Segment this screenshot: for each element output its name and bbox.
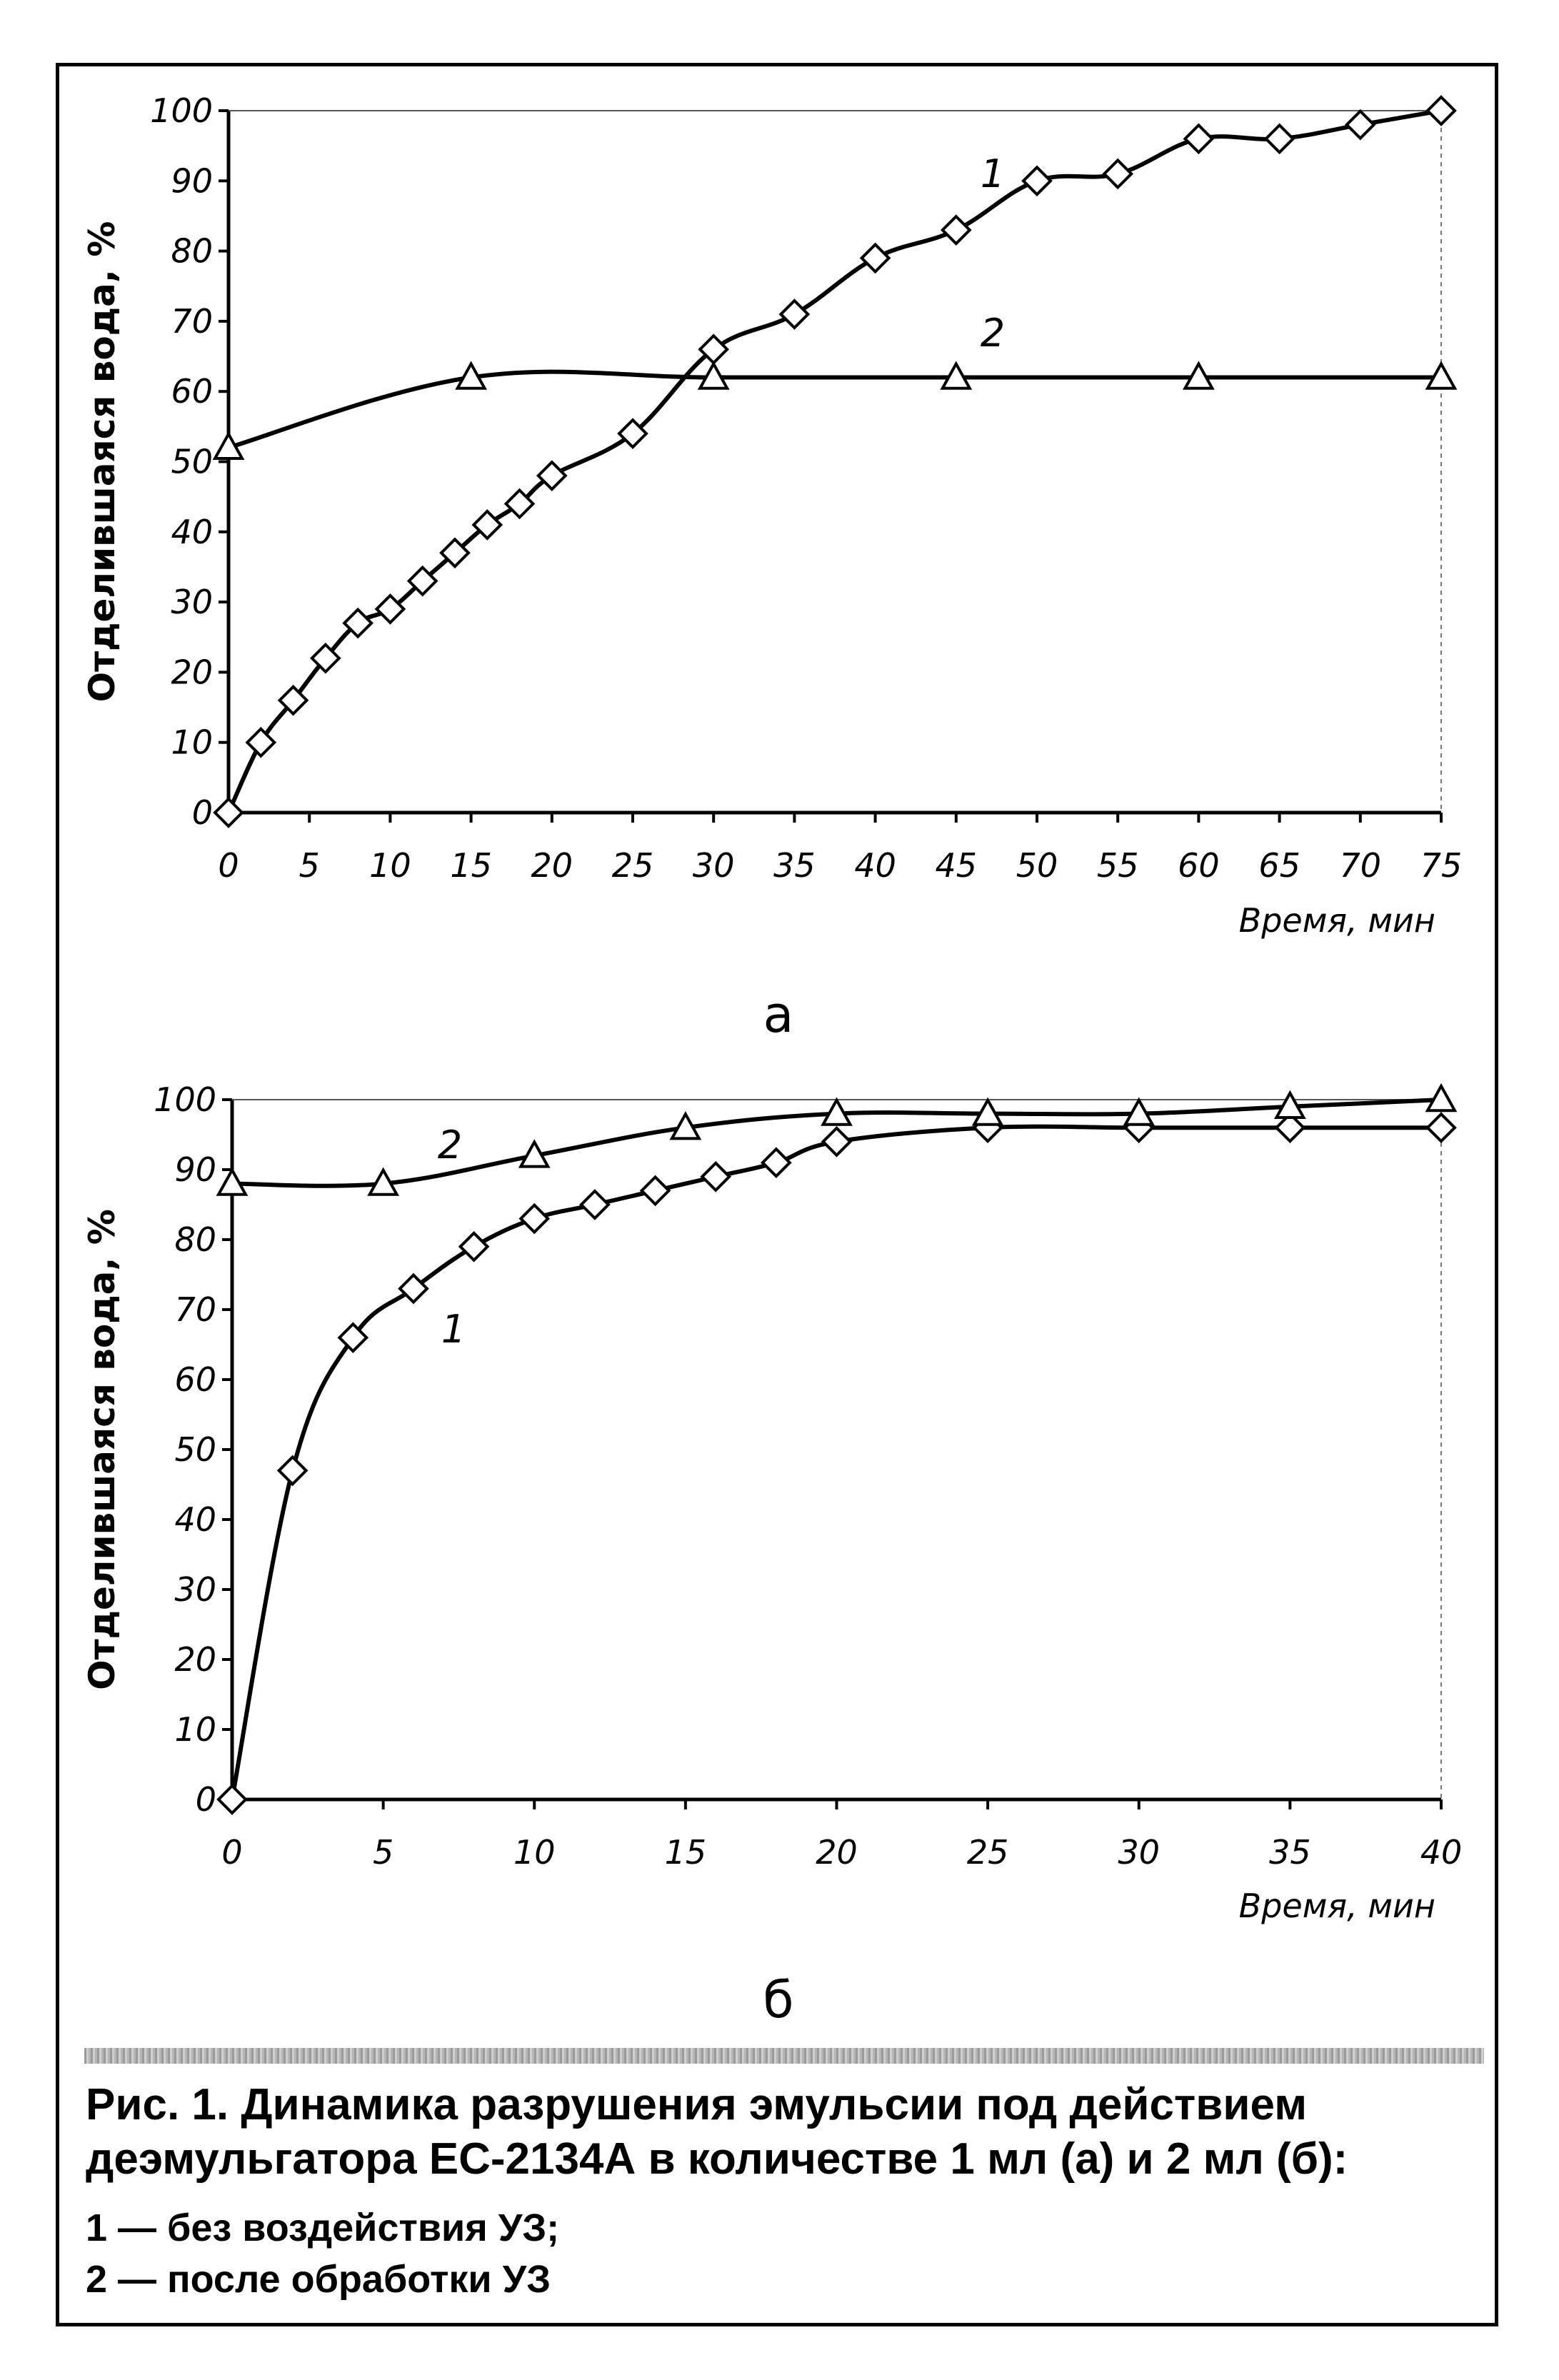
figure-caption <box>86 2078 1485 2305</box>
chart-1-y-tick-label: 20 <box>171 653 213 692</box>
chart-1-x-tick-label: 70 <box>1339 846 1382 885</box>
chart-2-x-tick-label: 30 <box>1118 1833 1161 1872</box>
chart-2-x-tick-label: 5 <box>372 1833 394 1872</box>
chart-2-series-1-point <box>763 1149 790 1176</box>
chart-1-x-tick-label: 35 <box>773 846 816 885</box>
chart-1-y-axis-label: Отделившаяся вода, % <box>81 221 123 703</box>
chart-1-y-tick-label: 100 <box>150 91 213 130</box>
chart-2-x-axis-label: Время, мин <box>1238 1887 1435 1925</box>
chart-2-y-tick-label: 50 <box>174 1430 216 1469</box>
chart-1-series-1-point <box>862 244 889 271</box>
chart-2-y-axis-label: Отделившаяся вода, % <box>81 1209 123 1690</box>
chart-2-series-1-label: 1 <box>441 1307 466 1352</box>
caption-title-line-2: деэмульгатора ЕС-2134А в количестве 1 мл (а) и 2 мл (б): <box>86 2134 1348 2184</box>
chart-1-series-1-point <box>781 301 808 328</box>
chart-1-x-tick-label: 30 <box>692 846 735 885</box>
chart-2-series-1-point <box>581 1191 608 1218</box>
chart-1-y-tick-label: 10 <box>171 723 213 762</box>
chart-1-x-tick-label: 0 <box>218 846 239 885</box>
chart-2-series-2-label: 2 <box>437 1123 463 1168</box>
chart-2-panel-label: б <box>763 1971 794 2029</box>
chart-1-series-2-line <box>229 372 1441 448</box>
chart-2-x-tick-label: 20 <box>816 1833 858 1872</box>
chart-2-y-tick-label: 60 <box>174 1360 216 1399</box>
chart-1-x-tick-label: 20 <box>531 846 573 885</box>
chart-1-x-tick-label: 60 <box>1178 846 1220 885</box>
chart-1-y-tick-label: 30 <box>171 583 213 622</box>
chart-2-y-tick-label: 20 <box>174 1640 216 1679</box>
chart-1-y-tick-label: 0 <box>191 793 213 832</box>
chart-1-series-1-point <box>1347 111 1374 139</box>
chart-2-x-tick-label: 40 <box>1420 1833 1463 1872</box>
chart-1-x-tick-label: 50 <box>1016 846 1058 885</box>
chart-1-x-tick-label: 65 <box>1258 846 1300 885</box>
chart-1-series-1-point <box>1428 97 1455 124</box>
chart-2-y-tick-label: 100 <box>154 1080 216 1119</box>
chart-2-series-1-point <box>461 1233 488 1260</box>
chart-1-series-2-label: 2 <box>980 311 1006 356</box>
chart-2-x-tick-label: 10 <box>513 1833 556 1872</box>
chart-1-y-tick-label: 50 <box>171 442 213 481</box>
chart-2-y-tick-label: 70 <box>174 1290 216 1329</box>
chart-1-x-tick-label: 55 <box>1096 846 1139 885</box>
chart-2-x-tick-label: 0 <box>221 1833 243 1872</box>
chart-1-y-tick-label: 80 <box>171 231 213 271</box>
chart-2-series-1-point <box>702 1163 729 1190</box>
caption-legend-item-1: 1 — без воздействия УЗ; <box>86 2206 560 2249</box>
chart-2-series-1-line <box>232 1127 1441 1799</box>
chart-1-panel-label: a <box>763 985 794 1044</box>
caption-separator <box>84 2048 1484 2064</box>
chart-2-series-1-point <box>521 1205 548 1232</box>
chart-1-y-tick-label: 60 <box>171 372 213 411</box>
chart-1-series-1-point <box>538 462 566 489</box>
chart-1-series-1-point <box>215 799 242 826</box>
chart-1-x-tick-label: 40 <box>854 846 896 885</box>
chart-1-x-tick-label: 10 <box>369 846 411 885</box>
chart-1-x-tick-label: 75 <box>1420 846 1463 885</box>
chart-1-series-1-point <box>1023 167 1051 194</box>
chart-2-series-1-point <box>279 1457 306 1484</box>
chart-1-series-1-point <box>247 729 274 756</box>
chart-1-series-1-line <box>229 111 1441 813</box>
chart-1-x-tick-label: 45 <box>935 846 978 885</box>
chart-1-series-1-point <box>1266 125 1293 152</box>
chart-1-x-axis-label: Время, мин <box>1238 901 1435 940</box>
chart-2-y-tick-label: 30 <box>174 1570 216 1609</box>
chart-2-y-tick-label: 40 <box>174 1500 216 1539</box>
chart-1-x-tick-label: 25 <box>611 846 654 885</box>
chart-2-series-1-point <box>823 1128 851 1155</box>
chart-2-series-1-point <box>219 1786 246 1813</box>
chart-1-y-tick-label: 70 <box>171 301 213 341</box>
chart-1-series-1-point <box>1185 125 1212 152</box>
chart-2-x-tick-label: 25 <box>966 1833 1009 1872</box>
chart-1-series-1-label: 1 <box>980 151 1006 196</box>
caption-legend-item-2: 2 — после обработки УЗ <box>86 2258 551 2301</box>
chart-1-x-tick-label: 5 <box>299 846 320 885</box>
chart-2-x-tick-label: 35 <box>1269 1833 1311 1872</box>
chart-1-y-tick-label: 40 <box>171 512 213 551</box>
chart-1-series-1-point <box>943 216 970 243</box>
chart-1-series-1-point <box>1104 160 1131 187</box>
chart-1-x-tick-label: 15 <box>450 846 492 885</box>
chart-2-series-1-point <box>642 1177 669 1204</box>
chart-2-y-tick-label: 90 <box>174 1150 216 1189</box>
chart-2-series-1-point <box>1428 1114 1455 1141</box>
chart-2-y-tick-label: 80 <box>174 1220 216 1259</box>
chart-2-y-tick-label: 10 <box>174 1710 216 1749</box>
caption-title-line-1: Рис. 1. Динамика разрушения эмульсии под действием <box>86 2080 1308 2129</box>
chart-2-x-tick-label: 15 <box>664 1833 707 1872</box>
chart-1-y-tick-label: 90 <box>171 161 213 201</box>
chart-2-y-tick-label: 0 <box>195 1780 216 1819</box>
